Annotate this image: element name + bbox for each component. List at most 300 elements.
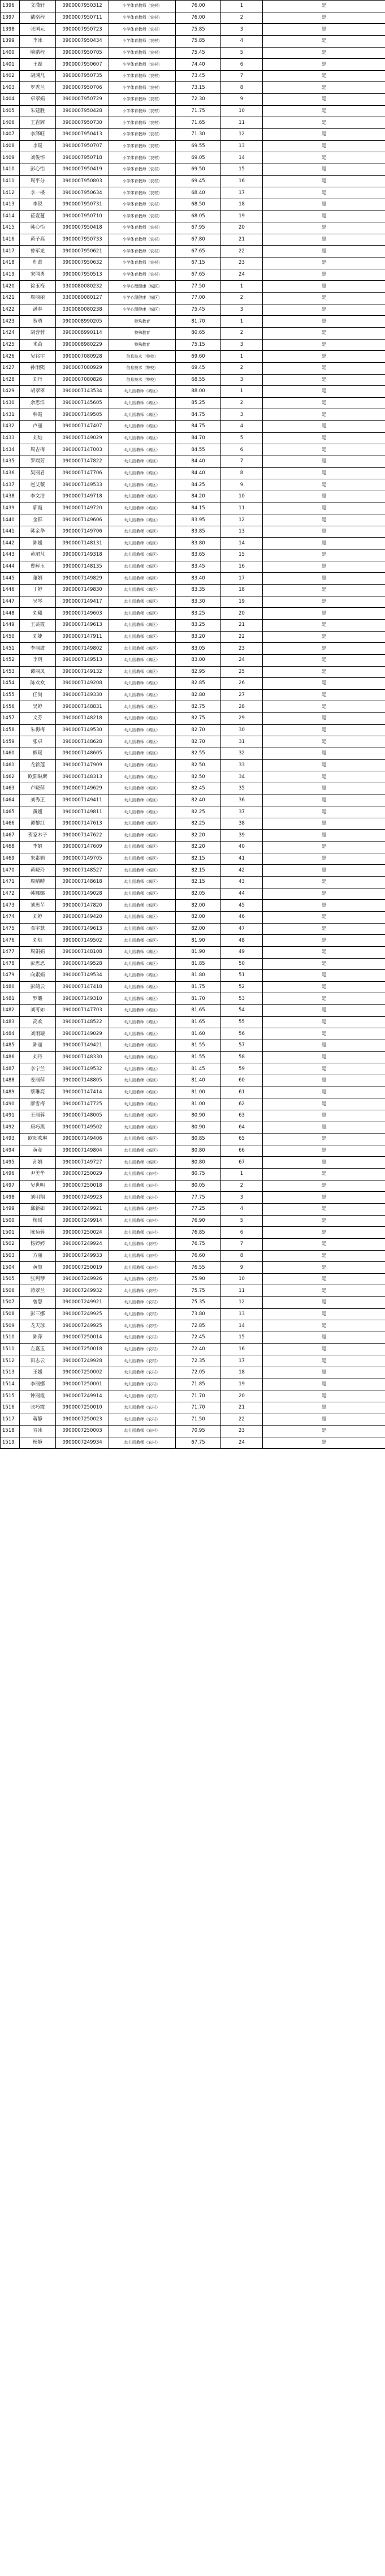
candidate-name-cell: 吴琴 bbox=[20, 596, 56, 608]
row-number-cell: 1427 bbox=[1, 362, 20, 374]
applied-position-cell: 幼儿园教师（城区） bbox=[109, 421, 176, 433]
candidate-name-cell: 韩心怡 bbox=[20, 222, 56, 234]
applied-position-cell: 幼儿园教师（农村） bbox=[109, 1262, 176, 1274]
row-number-cell: 1424 bbox=[1, 327, 20, 339]
written-score-cell: 82.70 bbox=[176, 736, 221, 748]
row-number-cell: 1480 bbox=[1, 981, 20, 993]
table-row bbox=[1, 281, 385, 293]
written-score-cell: 74.40 bbox=[176, 59, 221, 71]
applied-position-cell: 幼儿园教师（农村） bbox=[109, 1402, 176, 1414]
table-row bbox=[1, 456, 385, 467]
table-row bbox=[1, 35, 385, 47]
exam-ticket-number-cell: 0900007147418 bbox=[56, 981, 109, 993]
written-score-cell: 75.15 bbox=[176, 339, 221, 351]
applied-position-cell: 幼儿园教师（农村） bbox=[109, 1367, 176, 1379]
row-number-cell: 1494 bbox=[1, 1145, 20, 1157]
applied-position-cell: 小学体育教师（农村） bbox=[109, 1, 176, 12]
applied-position-cell: 幼儿园教师（城区） bbox=[109, 491, 176, 503]
written-score-cell: 84.40 bbox=[176, 456, 221, 467]
candidate-name-cell: 刘灿 bbox=[20, 935, 56, 947]
exam-ticket-number-cell: 0900007147613 bbox=[56, 818, 109, 830]
written-score-cell: 71.85 bbox=[176, 1379, 221, 1390]
exam-ticket-number-cell: 0900007148628 bbox=[56, 736, 109, 748]
exam-ticket-number-cell: 0900007147003 bbox=[56, 444, 109, 456]
qualification-review-cell: 是 bbox=[263, 923, 385, 935]
exam-ticket-number-cell: 0900007148527 bbox=[56, 865, 109, 877]
table-row bbox=[1, 94, 385, 106]
candidate-name-cell: 邱新如 bbox=[20, 1203, 56, 1215]
row-number-cell: 1439 bbox=[1, 503, 20, 514]
exam-ticket-number-cell: 0900007950428 bbox=[56, 105, 109, 117]
table-row bbox=[1, 421, 385, 433]
rank-cell: 10 bbox=[221, 105, 263, 117]
rank-cell: 43 bbox=[221, 877, 263, 888]
applied-position-cell: 幼儿园教师（城区） bbox=[109, 1040, 176, 1052]
row-number-cell: 1449 bbox=[1, 619, 20, 631]
qualification-review-cell: 是 bbox=[263, 1005, 385, 1017]
applied-position-cell: 小学体育教师（农村） bbox=[109, 47, 176, 59]
row-number-cell: 1460 bbox=[1, 748, 20, 760]
table-row bbox=[1, 1040, 385, 1052]
applied-position-cell: 幼儿园教师（城区） bbox=[109, 386, 176, 398]
table-row bbox=[1, 1028, 385, 1040]
rank-cell: 17 bbox=[221, 187, 263, 199]
candidate-name-cell: 宋闻勇 bbox=[20, 269, 56, 281]
row-number-cell: 1462 bbox=[1, 771, 20, 783]
candidate-name-cell: 朱素娟 bbox=[20, 853, 56, 865]
qualification-review-cell: 是 bbox=[263, 467, 385, 479]
table-row bbox=[1, 1332, 385, 1344]
rank-cell: 67 bbox=[221, 1157, 263, 1169]
applied-position-cell: 幼儿园教师（城区） bbox=[109, 993, 176, 1005]
table-row bbox=[1, 12, 385, 24]
exam-ticket-number-cell: 0900007250003 bbox=[56, 1426, 109, 1437]
written-score-cell: 83.45 bbox=[176, 561, 221, 573]
candidate-name-cell: 唐巧燕 bbox=[20, 1122, 56, 1134]
exam-ticket-number-cell: 0900007149811 bbox=[56, 806, 109, 818]
candidate-name-cell: 谭黎红 bbox=[20, 818, 56, 830]
written-score-cell: 77.50 bbox=[176, 281, 221, 293]
table-row bbox=[1, 82, 385, 94]
written-score-cell: 82.75 bbox=[176, 713, 221, 725]
applied-position-cell: 幼儿园教师（农村） bbox=[109, 1192, 176, 1204]
table-row bbox=[1, 596, 385, 608]
applied-position-cell: 幼儿园教师（城区） bbox=[109, 585, 176, 596]
row-number-cell: 1438 bbox=[1, 491, 20, 503]
exam-ticket-number-cell: 0900008990114 bbox=[56, 327, 109, 339]
written-score-cell: 82.15 bbox=[176, 877, 221, 888]
exam-ticket-number-cell: 0900007149132 bbox=[56, 666, 109, 678]
written-score-cell: 76.85 bbox=[176, 1227, 221, 1239]
rank-cell: 1 bbox=[221, 386, 263, 398]
applied-position-cell: 小学体育教师（农村） bbox=[109, 211, 176, 222]
written-score-cell: 81.75 bbox=[176, 981, 221, 993]
written-score-cell: 84.70 bbox=[176, 432, 221, 444]
table-row bbox=[1, 970, 385, 982]
applied-position-cell: 幼儿园教师（城区） bbox=[109, 935, 176, 947]
written-score-cell: 82.15 bbox=[176, 865, 221, 877]
qualification-review-cell: 是 bbox=[263, 1098, 385, 1110]
candidate-name-cell: 欧阳琳斯 bbox=[20, 771, 56, 783]
row-number-cell: 1417 bbox=[1, 246, 20, 257]
applied-position-cell: 幼儿园教师（城区） bbox=[109, 1028, 176, 1040]
written-score-cell: 72.35 bbox=[176, 1355, 221, 1367]
table-row bbox=[1, 152, 385, 164]
row-number-cell: 1452 bbox=[1, 654, 20, 666]
applied-position-cell: 小学体育教师（农村） bbox=[109, 105, 176, 117]
exam-ticket-number-cell: 0900007249924 bbox=[56, 1238, 109, 1250]
table-row bbox=[1, 514, 385, 526]
table-row bbox=[1, 222, 385, 234]
rank-cell: 8 bbox=[221, 1250, 263, 1262]
written-score-cell: 83.20 bbox=[176, 631, 221, 643]
candidate-name-cell: 莅壹蔓 bbox=[20, 211, 56, 222]
table-row bbox=[1, 877, 385, 888]
rank-cell: 3 bbox=[221, 339, 263, 351]
qualification-review-cell: 是 bbox=[263, 82, 385, 94]
written-score-cell: 72.05 bbox=[176, 1367, 221, 1379]
rank-cell: 18 bbox=[221, 585, 263, 596]
exam-ticket-number-cell: 0900007950413 bbox=[56, 129, 109, 141]
row-number-cell: 1414 bbox=[1, 211, 20, 222]
written-score-cell: 72.30 bbox=[176, 94, 221, 106]
candidate-name-cell: 董娟 bbox=[20, 573, 56, 585]
candidate-name-cell: 黄珺芃 bbox=[20, 549, 56, 561]
written-score-cell: 82.20 bbox=[176, 842, 221, 853]
exam-ticket-number-cell: 0900007149502 bbox=[56, 1122, 109, 1134]
table-row bbox=[1, 806, 385, 818]
table-row bbox=[1, 759, 385, 771]
rank-cell: 17 bbox=[221, 573, 263, 585]
candidate-name-cell: 周平分 bbox=[20, 175, 56, 187]
candidate-name-cell: 胡翠翠 bbox=[20, 386, 56, 398]
candidate-name-cell: 向素娟 bbox=[20, 970, 56, 982]
qualification-review-cell: 是 bbox=[263, 1122, 385, 1134]
qualification-review-cell: 是 bbox=[263, 830, 385, 842]
exam-ticket-number-cell: 0300080080127 bbox=[56, 293, 109, 304]
rank-cell: 18 bbox=[221, 1367, 263, 1379]
row-number-cell: 1420 bbox=[1, 281, 20, 293]
row-number-cell: 1497 bbox=[1, 1180, 20, 1192]
candidate-name-cell: 贺家木子 bbox=[20, 830, 56, 842]
table-row bbox=[1, 993, 385, 1005]
rank-cell: 38 bbox=[221, 818, 263, 830]
candidate-name-cell: 蒋静 bbox=[20, 1414, 56, 1426]
row-number-cell: 1461 bbox=[1, 759, 20, 771]
applied-position-cell: 幼儿园教师（城区） bbox=[109, 1087, 176, 1098]
qualification-review-cell: 是 bbox=[263, 175, 385, 187]
candidate-name-cell: 吴世明 bbox=[20, 1180, 56, 1192]
table-row bbox=[1, 1203, 385, 1215]
written-score-cell: 84.75 bbox=[176, 409, 221, 421]
row-number-cell: 1442 bbox=[1, 538, 20, 549]
row-number-cell: 1499 bbox=[1, 1203, 20, 1215]
candidate-name-cell: 龙新莲 bbox=[20, 759, 56, 771]
row-number-cell: 1472 bbox=[1, 888, 20, 900]
written-score-cell: 83.25 bbox=[176, 619, 221, 631]
qualification-review-cell: 是 bbox=[263, 351, 385, 363]
rank-cell: 5 bbox=[221, 432, 263, 444]
table-row bbox=[1, 1063, 385, 1075]
table-row bbox=[1, 1390, 385, 1402]
written-score-cell: 75.45 bbox=[176, 47, 221, 59]
qualification-review-cell: 是 bbox=[263, 538, 385, 549]
applied-position-cell: 幼儿园教师（农村） bbox=[109, 1273, 176, 1285]
exam-ticket-number-cell: 0900007149411 bbox=[56, 795, 109, 806]
applied-position-cell: 幼儿园教师（农村） bbox=[109, 1343, 176, 1355]
qualification-review-cell: 是 bbox=[263, 479, 385, 491]
table-row bbox=[1, 830, 385, 842]
rank-cell: 2 bbox=[221, 327, 263, 339]
written-score-cell: 76.90 bbox=[176, 1215, 221, 1227]
table-row bbox=[1, 911, 385, 923]
exam-ticket-number-cell: 0900007250018 bbox=[56, 1343, 109, 1355]
written-score-cell: 67.15 bbox=[176, 257, 221, 269]
written-score-cell: 82.75 bbox=[176, 701, 221, 713]
written-score-cell: 81.80 bbox=[176, 970, 221, 982]
rank-cell: 15 bbox=[221, 1332, 263, 1344]
qualification-review-cell: 是 bbox=[263, 222, 385, 234]
qualification-review-cell: 是 bbox=[263, 1110, 385, 1122]
exam-ticket-number-cell: 0900007249921 bbox=[56, 1203, 109, 1215]
exam-ticket-number-cell: 0900007249932 bbox=[56, 1285, 109, 1297]
qualification-review-cell: 是 bbox=[263, 783, 385, 795]
exam-ticket-number-cell: 0900007249925 bbox=[56, 1308, 109, 1320]
rank-cell: 4 bbox=[221, 35, 263, 47]
applied-position-cell: 小学体育教师（农村） bbox=[109, 117, 176, 129]
rank-cell: 7 bbox=[221, 456, 263, 467]
written-score-cell: 82.85 bbox=[176, 678, 221, 690]
candidate-name-cell: 孙娟 bbox=[20, 1157, 56, 1169]
rank-cell: 42 bbox=[221, 865, 263, 877]
written-score-cell: 84.15 bbox=[176, 503, 221, 514]
candidate-name-cell: 罗端芳 bbox=[20, 456, 56, 467]
row-number-cell: 1488 bbox=[1, 1075, 20, 1087]
row-number-cell: 1511 bbox=[1, 1343, 20, 1355]
qualification-review-cell: 是 bbox=[263, 1075, 385, 1087]
qualification-review-cell: 是 bbox=[263, 339, 385, 351]
rank-cell: 23 bbox=[221, 1426, 263, 1437]
qualification-review-cell: 是 bbox=[263, 70, 385, 82]
written-score-cell: 70.95 bbox=[176, 1426, 221, 1437]
candidate-name-cell: 彭思思 bbox=[20, 958, 56, 970]
written-score-cell: 68.05 bbox=[176, 211, 221, 222]
written-score-cell: 76.00 bbox=[176, 12, 221, 24]
table-row bbox=[1, 327, 385, 339]
qualification-review-cell: 是 bbox=[263, 397, 385, 409]
qualification-review-cell: 是 bbox=[263, 1192, 385, 1204]
qualification-review-cell: 是 bbox=[263, 1402, 385, 1414]
rank-cell: 28 bbox=[221, 701, 263, 713]
applied-position-cell: 小学体育教师（农村） bbox=[109, 199, 176, 211]
candidate-name-cell: 黄慧 bbox=[20, 1262, 56, 1274]
row-number-cell: 1470 bbox=[1, 865, 20, 877]
candidate-name-cell: 张巧霞 bbox=[20, 1402, 56, 1414]
exam-ticket-number-cell: 0900007148605 bbox=[56, 748, 109, 760]
written-score-cell: 83.00 bbox=[176, 654, 221, 666]
applied-position-cell: 幼儿园教师（城区） bbox=[109, 736, 176, 748]
table-row bbox=[1, 666, 385, 678]
row-number-cell: 1469 bbox=[1, 853, 20, 865]
exam-ticket-number-cell: 0900007149533 bbox=[56, 479, 109, 491]
table-row bbox=[1, 538, 385, 549]
rank-cell: 48 bbox=[221, 935, 263, 947]
row-number-cell: 1487 bbox=[1, 1063, 20, 1075]
rank-cell: 22 bbox=[221, 246, 263, 257]
rank-cell: 50 bbox=[221, 958, 263, 970]
written-score-cell: 76.55 bbox=[176, 1262, 221, 1274]
row-number-cell: 1443 bbox=[1, 549, 20, 561]
exam-ticket-number-cell: 0900007250024 bbox=[56, 1227, 109, 1239]
table-row bbox=[1, 140, 385, 152]
qualification-review-cell: 是 bbox=[263, 211, 385, 222]
applied-position-cell: 幼儿园教师（城区） bbox=[109, 923, 176, 935]
qualification-review-cell: 是 bbox=[263, 1414, 385, 1426]
applied-position-cell: 幼儿园教师（农村） bbox=[109, 1355, 176, 1367]
qualification-review-cell: 是 bbox=[263, 689, 385, 701]
row-number-cell: 1401 bbox=[1, 59, 20, 71]
written-score-cell: 69.60 bbox=[176, 351, 221, 363]
table-row bbox=[1, 1180, 385, 1192]
qualification-review-cell: 是 bbox=[263, 1250, 385, 1262]
row-number-cell: 1407 bbox=[1, 129, 20, 141]
exam-ticket-number-cell: 0900007249921 bbox=[56, 1297, 109, 1309]
rank-cell: 3 bbox=[221, 409, 263, 421]
written-score-cell: 82.00 bbox=[176, 923, 221, 935]
table-row bbox=[1, 888, 385, 900]
rank-cell: 2 bbox=[221, 12, 263, 24]
rank-cell: 11 bbox=[221, 117, 263, 129]
candidate-name-cell: 周丽丽 bbox=[20, 293, 56, 304]
exam-ticket-number-cell: 0900007147609 bbox=[56, 842, 109, 853]
row-number-cell: 1445 bbox=[1, 573, 20, 585]
exam-ticket-number-cell: 0900007250014 bbox=[56, 1332, 109, 1344]
applied-position-cell: 幼儿园教师（城区） bbox=[109, 818, 176, 830]
qualification-review-cell: 是 bbox=[263, 1437, 385, 1449]
rank-cell: 1 bbox=[221, 1169, 263, 1180]
qualification-review-cell: 是 bbox=[263, 1134, 385, 1145]
row-number-cell: 1459 bbox=[1, 736, 20, 748]
written-score-cell: 81.70 bbox=[176, 993, 221, 1005]
rank-cell: 2 bbox=[221, 362, 263, 374]
row-number-cell: 1518 bbox=[1, 1426, 20, 1437]
row-number-cell: 1501 bbox=[1, 1227, 20, 1239]
written-score-cell: 69.50 bbox=[176, 164, 221, 175]
row-number-cell: 1507 bbox=[1, 1297, 20, 1309]
row-number-cell: 1422 bbox=[1, 304, 20, 316]
row-number-cell: 1430 bbox=[1, 397, 20, 409]
candidate-name-cell: 李宁兰 bbox=[20, 1063, 56, 1075]
written-score-cell: 81.55 bbox=[176, 1051, 221, 1063]
candidate-name-cell: 刘思芊 bbox=[20, 900, 56, 912]
applied-position-cell: 小学体育教师（农村） bbox=[109, 175, 176, 187]
table-row bbox=[1, 1273, 385, 1285]
table-row bbox=[1, 59, 385, 71]
rank-cell: 27 bbox=[221, 689, 263, 701]
exam-ticket-number-cell: 0900007149406 bbox=[56, 1134, 109, 1145]
applied-position-cell: 幼儿园教师（城区） bbox=[109, 795, 176, 806]
candidate-name-cell: 尹美华 bbox=[20, 1169, 56, 1180]
candidate-name-cell: 喻腊程 bbox=[20, 47, 56, 59]
qualification-review-cell: 是 bbox=[263, 1379, 385, 1390]
qualification-review-cell: 是 bbox=[263, 503, 385, 514]
rank-cell: 14 bbox=[221, 152, 263, 164]
written-score-cell: 83.95 bbox=[176, 514, 221, 526]
written-score-cell: 77.75 bbox=[176, 1192, 221, 1204]
rank-cell: 6 bbox=[221, 444, 263, 456]
exam-ticket-number-cell: 0900007080929 bbox=[56, 362, 109, 374]
table-row bbox=[1, 293, 385, 304]
candidate-name-cell: 卢丽 bbox=[20, 421, 56, 433]
written-score-cell: 71.70 bbox=[176, 1390, 221, 1402]
rank-cell: 13 bbox=[221, 140, 263, 152]
applied-position-cell: 小学体育教师（农村） bbox=[109, 234, 176, 246]
rank-cell: 35 bbox=[221, 783, 263, 795]
exam-ticket-number-cell: 0900008990205 bbox=[56, 316, 109, 328]
written-score-cell: 82.70 bbox=[176, 724, 221, 736]
qualification-review-cell: 是 bbox=[263, 1320, 385, 1332]
written-score-cell: 81.65 bbox=[176, 1016, 221, 1028]
rank-cell: 20 bbox=[221, 1390, 263, 1402]
written-score-cell: 80.80 bbox=[176, 1145, 221, 1157]
applied-position-cell: 幼儿园教师（城区） bbox=[109, 409, 176, 421]
rank-cell: 6 bbox=[221, 59, 263, 71]
table-row bbox=[1, 1402, 385, 1414]
applied-position-cell: 幼儿园教师（城区） bbox=[109, 631, 176, 643]
rank-cell: 23 bbox=[221, 643, 263, 655]
written-score-cell: 81.65 bbox=[176, 1005, 221, 1017]
exam-ticket-number-cell: 0900007950735 bbox=[56, 70, 109, 82]
rank-cell: 7 bbox=[221, 1238, 263, 1250]
applied-position-cell: 幼儿园教师（城区） bbox=[109, 397, 176, 409]
applied-position-cell: 幼儿园教师（城区） bbox=[109, 1122, 176, 1134]
table-row bbox=[1, 865, 385, 877]
table-row bbox=[1, 374, 385, 386]
applied-position-cell: 幼儿园教师（农村） bbox=[109, 1297, 176, 1309]
exam-ticket-number-cell: 0900007147706 bbox=[56, 467, 109, 479]
exam-ticket-number-cell: 0900007149606 bbox=[56, 514, 109, 526]
candidate-name-cell: 黄晓玲 bbox=[20, 865, 56, 877]
applied-position-cell: 幼儿园教师（城区） bbox=[109, 444, 176, 456]
row-number-cell: 1467 bbox=[1, 830, 20, 842]
table-row bbox=[1, 678, 385, 690]
row-number-cell: 1400 bbox=[1, 47, 20, 59]
table-row bbox=[1, 935, 385, 947]
applied-position-cell: 小学心理健康（城区） bbox=[109, 281, 176, 293]
table-row bbox=[1, 444, 385, 456]
table-row bbox=[1, 1145, 385, 1157]
table-row bbox=[1, 1016, 385, 1028]
exam-ticket-number-cell: 0900007149830 bbox=[56, 585, 109, 596]
written-score-cell: 84.25 bbox=[176, 479, 221, 491]
table-row bbox=[1, 304, 385, 316]
rank-cell: 16 bbox=[221, 175, 263, 187]
row-number-cell: 1413 bbox=[1, 199, 20, 211]
rank-cell: 21 bbox=[221, 1402, 263, 1414]
candidate-name-cell: 韩金华 bbox=[20, 526, 56, 538]
qualification-review-cell: 是 bbox=[263, 759, 385, 771]
exam-ticket-number-cell: 0900007147414 bbox=[56, 1087, 109, 1098]
written-score-cell: 84.40 bbox=[176, 467, 221, 479]
rank-cell: 22 bbox=[221, 1414, 263, 1426]
table-row bbox=[1, 1367, 385, 1379]
qualification-review-cell: 是 bbox=[263, 1308, 385, 1320]
table-row bbox=[1, 397, 385, 409]
written-score-cell: 80.85 bbox=[176, 1134, 221, 1145]
row-number-cell: 1464 bbox=[1, 795, 20, 806]
row-number-cell: 1437 bbox=[1, 479, 20, 491]
candidate-name-cell: 文芬 bbox=[20, 713, 56, 725]
